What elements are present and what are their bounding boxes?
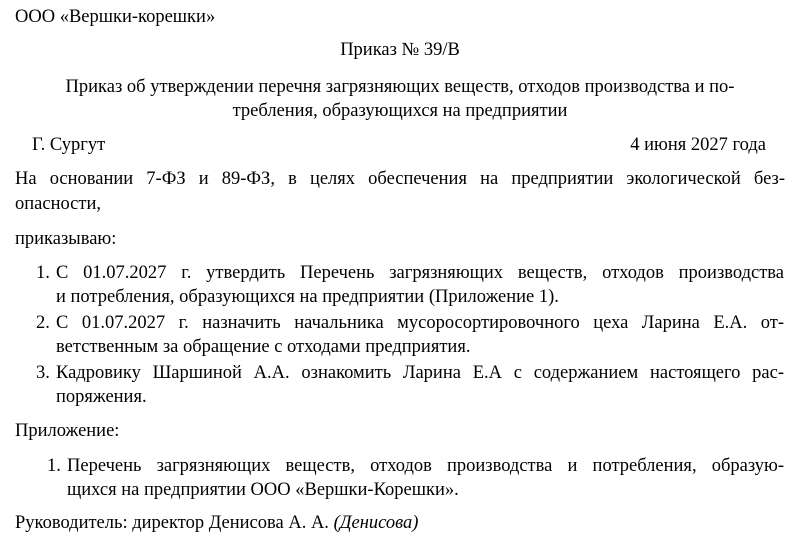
basis-line-2: опасности,	[15, 194, 102, 214]
order-subject-line-1: Приказ об утверждении перечня загрязняющих веществ, отходов производства и по-	[65, 77, 735, 97]
signature-prefix: Руководитель: директор Денисова А. А.	[15, 513, 334, 533]
list-item-number: 3.	[36, 363, 50, 383]
order-title: Приказ № 39/В	[340, 40, 460, 60]
list-item-line-1: Кадровику Шаршиной А.А. ознакомить Ларина Е.А с содержанием настоящего рас-	[56, 363, 784, 383]
list-item-line-2: ветственным за обращение с отходами предприятия.	[56, 337, 471, 357]
city: Г. Сургут	[32, 135, 106, 155]
list-item-number: 2.	[36, 313, 50, 333]
order-date: 4 июня 2027 года	[630, 135, 766, 155]
list-item-line-1: С 01.07.2027 г. назначить начальника мусоросортировочного цеха Ларина Е.А. от-	[56, 313, 784, 333]
appendix-item-number: 1.	[47, 456, 61, 476]
appendix-item-line-2: щихся на предприятии ООО «Вершки-Корешки».	[67, 480, 459, 500]
order-subject-line-2: требления, образующихся на предприятии	[232, 101, 568, 121]
order-word: приказываю:	[15, 229, 117, 249]
appendix-label: Приложение:	[15, 421, 120, 441]
basis-line-1: На основании 7-ФЗ и 89-ФЗ, в целях обеспечения на предприятии экологической без-	[15, 169, 785, 189]
list-item-line-2: и потребления, образующихся на предприятии (Приложение 1).	[56, 287, 559, 307]
appendix-item-line-1: Перечень загрязняющих веществ, отходов производства и потребления, образую-	[67, 456, 784, 476]
list-item-number: 1.	[36, 263, 50, 283]
signature-line	[15, 512, 418, 534]
signature-name: (Денисова)	[333, 513, 419, 533]
list-item-line-2: поряжения.	[56, 387, 147, 407]
organization-name: ООО «Вершки-корешки»	[15, 7, 216, 27]
list-item-line-1: С 01.07.2027 г. утвердить Перечень загрязняющих веществ, отходов производства	[56, 263, 784, 283]
